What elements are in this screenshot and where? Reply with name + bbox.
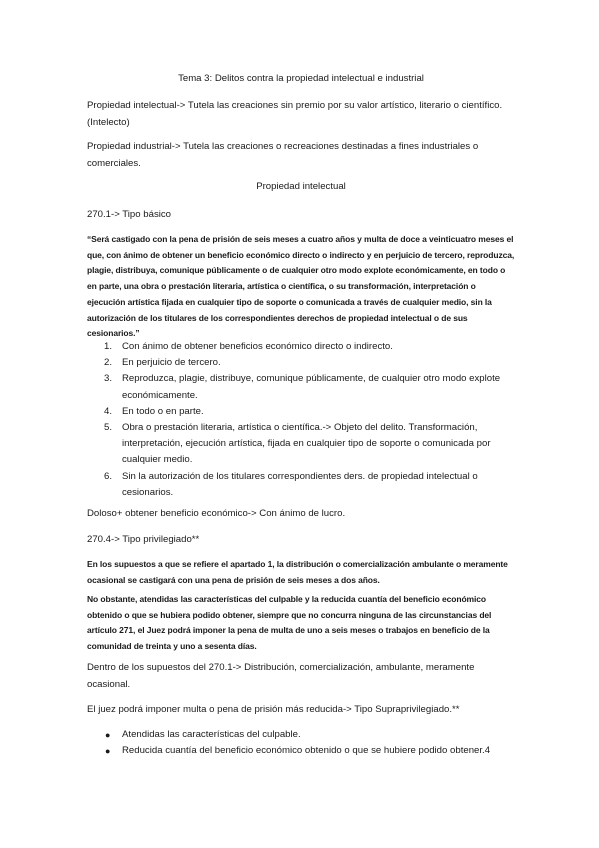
list-text: Con ánimo de obtener beneficios económico directo o indirecto. — [122, 341, 393, 352]
doloso-note: Doloso+ obtener beneficio económico-> Con ánimo de lucro. — [87, 508, 346, 519]
list-item — [87, 404, 515, 420]
definition-industrial: Propiedad industrial-> Tutela las creaciones o recreaciones destinadas a fines industriales o comerciales. — [87, 141, 479, 169]
list-item — [87, 743, 515, 759]
juez-note: El juez podrá imponer multa o pena de prisión más reducida-> Tipo Supraprivilegiado.** — [87, 704, 460, 715]
page-title: Tema 3: Delitos contra la propiedad intelectual e industrial — [178, 73, 424, 84]
definition-intelectual: Propiedad intelectual-> Tutela las creaciones sin premio por su valor artístico, literario o científico. (Intelecto) — [87, 100, 503, 128]
list-item — [87, 469, 515, 501]
list-text: Atendidas las características del culpable. — [122, 729, 301, 740]
list-text: Reproduzca, plagie, distribuye, comunique públicamente, de cualquier otro modo explote económicamente. — [122, 373, 501, 401]
list-item — [87, 727, 515, 743]
list-number: 3. — [104, 373, 113, 385]
article-270-4-quote-b: No obstante, atendidas las características del culpable y la reducida cuantía del beneficio económico obtenido o que se hubiera podido obtener, siempre que no concurra ninguna de las circunstancias del artículo 271, el Juez podrá imponer la pena de multa de uno a seis meses o trabajos en beneficio de la comunidad de treinta y uno a sesenta días. — [87, 594, 492, 652]
article-270-4-heading: 270.4-> Tipo privilegiado** — [87, 534, 200, 545]
section-heading: Propiedad intelectual — [256, 181, 346, 192]
list-text: Reducida cuantía del beneficio económico obtenido o que se hubiere podido obtener.4 — [122, 745, 491, 757]
article-270-4-quote-a: En los supuestos a que se refiere el apartado 1, la distribución o comercialización ambulante o meramente ocasional se castigará con una pena de prisión de seis meses a dos años. — [87, 559, 508, 585]
list-number: 2. — [104, 357, 113, 369]
list-number: 1. — [104, 341, 113, 352]
article-270-1-quote: “Será castigado con la pena de prisión de seis meses a cuatro años y multa de doce a veinticuatro meses el que, con ánimo de obtener un beneficio económico directo o indirecto y en perjuicio de tercero, reproduzca, plagie, distribuya, comunique públicamente o de cualquier otro modo explote económicamente, en todo o en parte, una obra o prestación literaria, artística o científica, o su transformación, interpretación o ejecución artística fijada en cualquier tipo de soporte o comunicada a través de cualquier medio, sin la autorización de los titulares de los correspondientes derechos de propiedad intelectual o de sus cesionarios.” — [87, 234, 515, 339]
article-270-1-heading: 270.1-> Tipo básico — [87, 209, 172, 220]
bullet-icon: ● — [105, 746, 111, 757]
list-number: 5. — [104, 422, 113, 434]
numbered-list — [87, 339, 515, 501]
list-number: 4. — [104, 405, 113, 417]
list-text: Sin la autorización de los titulares correspondientes ders. de propiedad intelectual o cesionarios. — [122, 470, 478, 498]
list-item — [87, 420, 515, 469]
list-text: En todo o en parte. — [122, 405, 204, 417]
dentro-note: Dentro de los supuestos del 270.1-> Distribución, comercialización, ambulante, meramente ocasional. — [87, 662, 475, 690]
list-item — [87, 339, 515, 355]
bullet-icon: ● — [105, 730, 111, 740]
list-number: 6. — [104, 470, 113, 482]
list-item — [87, 371, 515, 403]
list-text: Obra o prestación literaria, artística o científica.-> Objeto del delito. Transformación, interpretación, ejecución artística, fijada en cualquier tipo de soporte o comunicada por cualquier medio. — [122, 422, 491, 466]
bullet-list — [87, 727, 515, 759]
list-item — [87, 355, 515, 371]
list-text: En perjuicio de tercero. — [122, 357, 221, 369]
